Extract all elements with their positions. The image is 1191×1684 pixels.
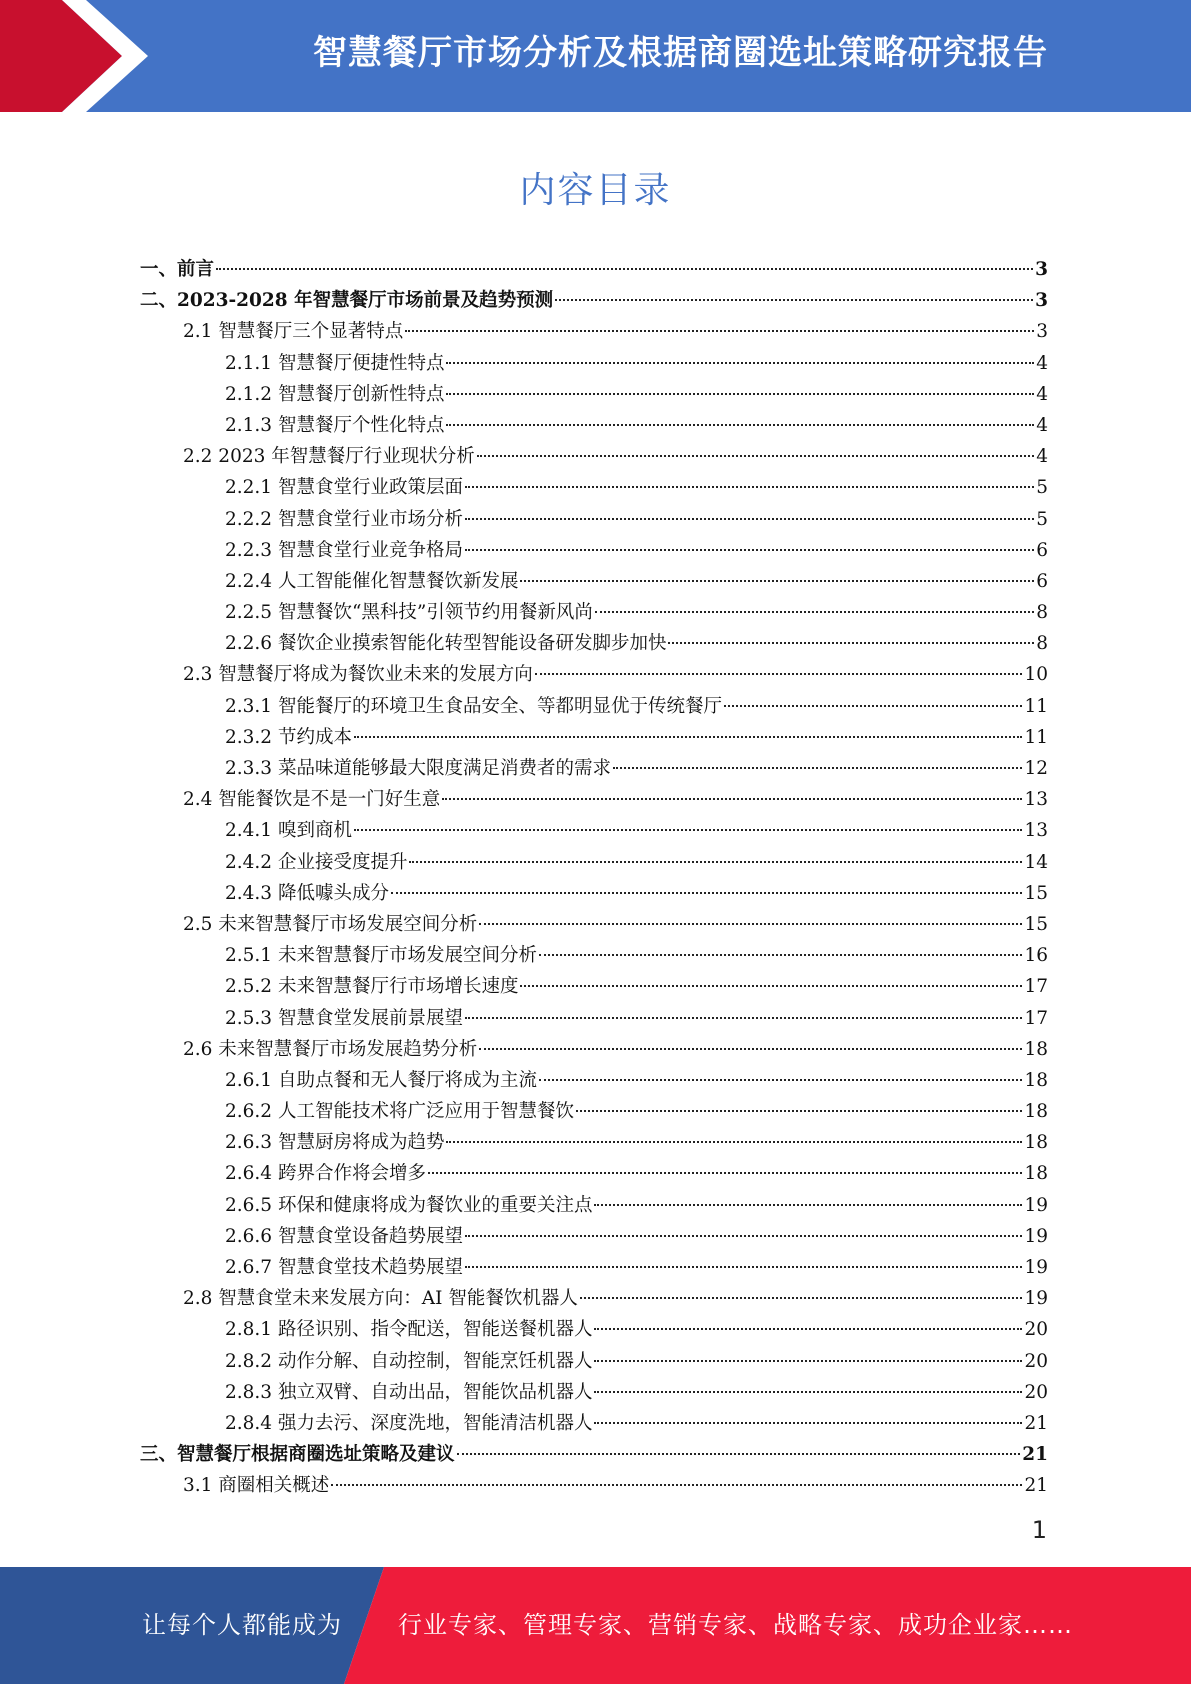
toc-entry[interactable] [140,1283,1048,1314]
toc-entry[interactable] [140,1470,1048,1501]
toc-entry-page: 3 [1035,259,1048,280]
toc-dot-leader [594,1360,1022,1362]
toc-entry-page: 18 [1024,1101,1048,1123]
toc-entry[interactable] [140,1065,1048,1096]
toc-entry[interactable] [140,441,1048,472]
toc-entry-page: 20 [1024,1350,1048,1372]
toc-entry-label: 2.8.3 独立双臂、自动出品，智能饮品机器人 [225,1381,593,1403]
toc-entry-page: 12 [1024,758,1048,779]
toc-entry[interactable] [140,1096,1048,1127]
toc-dot-leader [555,299,1033,301]
toc-entry-label: 2.6.3 智慧厨房将成为趋势 [225,1132,445,1154]
toc-entry-label: 2.2.5 智慧餐饮“黑科技”引领节约用餐新风尚 [225,602,593,624]
toc-entry-page: 20 [1024,1319,1048,1341]
toc-entry-page: 18 [1024,1163,1048,1185]
toc-dot-leader [465,1235,1022,1237]
toc-entry[interactable] [140,753,1048,784]
toc-entry-page: 18 [1024,1069,1048,1091]
toc-entry-label: 2.2.2 智慧食堂行业市场分析 [225,508,463,530]
toc-entry-label: 2.2.6 餐饮企业摸索智能化转型智能设备研发脚步加快 [225,633,667,655]
toc-dot-leader [216,268,1033,270]
footer-slogan-left: 让每个人都能成为 [142,1611,342,1639]
toc-entry[interactable] [140,1190,1048,1221]
toc-entry-label: 2.8.4 强力去污、深度洗地，智能清洁机器人 [225,1412,593,1434]
toc-entry-page: 11 [1024,695,1048,717]
toc-dot-leader [535,673,1023,675]
toc-entry-label: 2.5.1 未来智慧餐厅市场发展空间分析 [225,945,537,967]
toc-entry-label: 3.1 商圈相关概述 [183,1475,330,1497]
toc-dot-leader [520,985,1022,987]
toc-dot-leader [539,954,1022,956]
toc-entry[interactable] [140,410,1048,441]
toc-entry-label: 2.6 未来智慧餐厅市场发展趋势分析 [183,1038,478,1060]
toc-entry-page: 15 [1024,913,1048,935]
toc-entry[interactable] [140,1408,1048,1439]
toc-entry[interactable] [140,878,1048,909]
toc-entry-page: 18 [1024,1132,1048,1154]
toc-dot-leader [446,393,1034,395]
toc-entry[interactable] [140,1346,1048,1377]
toc-entry[interactable] [140,472,1048,503]
toc-entry[interactable] [140,1439,1048,1470]
toc-entry-page: 4 [1036,352,1048,374]
toc-entry[interactable] [140,1003,1048,1034]
toc-dot-leader [446,1141,1022,1143]
toc-entry-label: 2.3 智慧餐厅将成为餐饮业未来的发展方向 [183,664,533,686]
toc-entry-label: 2.6.7 智慧食堂技术趋势展望 [225,1257,463,1278]
toc-entry-page: 4 [1036,414,1048,436]
toc-entry[interactable] [140,597,1048,628]
toc-entry-label: 2.4.1 嗅到商机 [225,820,352,842]
toc-entry[interactable] [140,535,1048,566]
toc-entry-label: 2.6.4 跨界合作将会增多 [225,1163,426,1185]
toc-entry-page: 5 [1036,477,1048,499]
page-number: 1 [1031,1516,1047,1544]
toc-entry-label: 2.2 2023 年智慧餐厅行业现状分析 [183,446,475,468]
toc-entry-page: 3 [1036,321,1048,343]
toc-dot-leader [354,736,1023,738]
toc-dot-leader [405,330,1034,332]
toc-entry[interactable] [140,940,1048,971]
toc-entry-page: 5 [1036,508,1048,530]
toc-entry[interactable] [140,784,1048,815]
toc-dot-leader [477,455,1034,457]
toc-entry-label: 2.2.1 智慧食堂行业政策层面 [225,477,463,499]
toc-entry-page: 19 [1024,1225,1048,1247]
toc-entry-page: 8 [1036,602,1048,624]
toc-entry[interactable] [140,847,1048,878]
toc-entry-label: 2.8 智慧食堂未来发展方向：AI 智能餐饮机器人 [183,1288,578,1310]
toc-entry-label: 2.1.3 智慧餐厅个性化特点 [225,414,445,436]
toc-dot-leader [520,580,1034,582]
toc-dot-leader [576,1110,1022,1112]
toc-dot-leader [594,1204,1022,1206]
toc-entry-page: 3 [1035,290,1048,312]
toc-entry-page: 18 [1024,1038,1048,1060]
toc-entry-label: 2.8.1 路径识别、指令配送，智能送餐机器人 [225,1319,593,1341]
toc-entry-label: 2.1.1 智慧餐厅便捷性特点 [225,352,445,374]
toc-entry-page: 17 [1024,976,1048,998]
toc-dot-leader [594,1391,1022,1393]
toc-entry-page: 4 [1036,446,1048,468]
toc-entry-label: 2.5.3 智慧食堂发展前景展望 [225,1007,463,1029]
toc-entry[interactable] [140,566,1048,597]
toc-entry-label: 2.6.2 人工智能技术将广泛应用于智慧餐饮 [225,1101,574,1123]
toc-entry-page: 17 [1024,1007,1048,1029]
toc-dot-leader [479,923,1022,925]
toc-dot-leader [594,1422,1022,1424]
footer-banner [0,1567,1191,1684]
toc-entry-page: 11 [1024,726,1048,748]
toc-entry[interactable] [140,1221,1048,1252]
toc-entry-page: 19 [1024,1288,1048,1310]
toc-entry-page: 4 [1036,383,1048,405]
toc-dot-leader [354,829,1023,831]
toc-dot-leader [595,611,1034,613]
toc-entry[interactable] [140,379,1048,410]
toc-dot-leader [428,1172,1022,1174]
toc-entry[interactable] [140,285,1048,316]
toc-entry-label: 2.3.3 菜品味道能够最大限度满足消费者的需求 [225,758,611,779]
toc-entry-page: 13 [1024,789,1048,811]
toc-dot-leader [457,1453,1021,1455]
toc-entry-page: 6 [1036,539,1048,561]
toc-entry-label: 2.4 智能餐饮是不是一门好生意 [183,789,441,811]
toc-entry-page: 21 [1024,1412,1048,1434]
toc-dot-leader [465,486,1034,488]
toc-entry-label: 2.6.1 自助点餐和无人餐厅将成为主流 [225,1069,537,1091]
toc-entry-label: 2.2.4 人工智能催化智慧餐饮新发展 [225,570,519,592]
toc-entry[interactable] [140,504,1048,535]
toc-entry-page: 13 [1024,820,1048,842]
toc-dot-leader [465,1266,1022,1268]
toc-entry-label: 2.3.2 节约成本 [225,726,352,748]
toc-entry-page: 20 [1024,1381,1048,1403]
toc-entry-label: 2.2.3 智慧食堂行业竞争格局 [225,539,463,561]
toc-entry-page: 21 [1022,1444,1048,1466]
toc-heading: 内容目录 [519,170,672,211]
toc-entry-label: 一、前言 [140,259,215,280]
toc-entry-label: 2.1.2 智慧餐厅创新性特点 [225,383,445,405]
toc-entry-label: 2.5 未来智慧餐厅市场发展空间分析 [183,913,478,935]
toc-entry-page: 6 [1036,570,1048,592]
toc-entry-label: 2.6.6 智慧食堂设备趋势展望 [225,1225,463,1247]
toc-dot-leader [446,424,1034,426]
toc-entry-label: 2.8.2 动作分解、自动控制，智能烹饪机器人 [225,1350,593,1372]
toc-entry-page: 19 [1024,1257,1048,1278]
toc-dot-leader [442,798,1022,800]
toc-entry[interactable] [140,316,1048,347]
toc-dot-leader [446,362,1034,364]
toc-entry-page: 8 [1036,633,1048,655]
toc-entry-page: 10 [1024,664,1048,686]
toc-entry[interactable] [140,1158,1048,1189]
toc-entry-page: 14 [1024,851,1048,873]
toc-entry-label: 2.3.1 智能餐厅的环境卫生食品安全、等都明显优于传统餐厅 [225,695,722,717]
toc-dot-leader [594,1328,1022,1330]
toc-entry-label: 2.6.5 环保和健康将成为餐饮业的重要关注点 [225,1194,593,1216]
toc-entry-label: 2.5.2 未来智慧餐厅行市场增长速度 [225,976,519,998]
toc-entry-label: 三、智慧餐厅根据商圈选址策略及建议 [140,1444,455,1466]
toc-entry-label: 二、2023-2028 年智慧餐厅市场前景及趋势预测 [140,290,554,312]
document-title: 智慧餐厅市场分析及根据商圈选址策略研究报告 [313,33,1048,73]
toc-entry[interactable] [140,909,1048,940]
toc-entry[interactable] [140,659,1048,690]
toc-entry[interactable] [140,722,1048,753]
toc-entry[interactable] [140,1034,1048,1065]
toc-entry-page: 19 [1024,1194,1048,1216]
toc-entry[interactable] [140,815,1048,846]
toc-dot-leader [391,892,1022,894]
toc-dot-leader [668,642,1034,644]
toc-entry[interactable] [140,254,1048,285]
toc-dot-leader [479,1048,1022,1050]
toc-entry[interactable] [140,1314,1048,1345]
toc-entry-page: 21 [1024,1475,1048,1497]
toc-dot-leader [331,1484,1022,1486]
header-banner [0,0,1191,112]
table-of-contents [140,254,1048,1502]
toc-entry[interactable] [140,1377,1048,1408]
toc-dot-leader [465,518,1034,520]
toc-entry[interactable] [140,971,1048,1002]
toc-dot-leader [465,549,1034,551]
toc-entry[interactable] [140,691,1048,722]
toc-entry[interactable] [140,348,1048,379]
toc-dot-leader [613,767,1022,769]
toc-dot-leader [465,1017,1022,1019]
toc-entry[interactable] [140,1252,1048,1283]
toc-entry-page: 16 [1024,945,1048,967]
toc-entry-label: 2.4.2 企业接受度提升 [225,851,408,873]
toc-entry[interactable] [140,1127,1048,1158]
toc-entry-page: 15 [1024,882,1048,904]
toc-dot-leader [724,705,1022,707]
toc-dot-leader [409,861,1022,863]
toc-entry-label: 2.4.3 降低噱头成分 [225,882,389,904]
toc-dot-leader [539,1079,1022,1081]
toc-entry[interactable] [140,628,1048,659]
toc-dot-leader [580,1297,1023,1299]
footer-slogan-right: 行业专家、管理专家、营销专家、战略专家、成功企业家…… [398,1611,1073,1639]
toc-entry-label: 2.1 智慧餐厅三个显著特点 [183,321,404,343]
